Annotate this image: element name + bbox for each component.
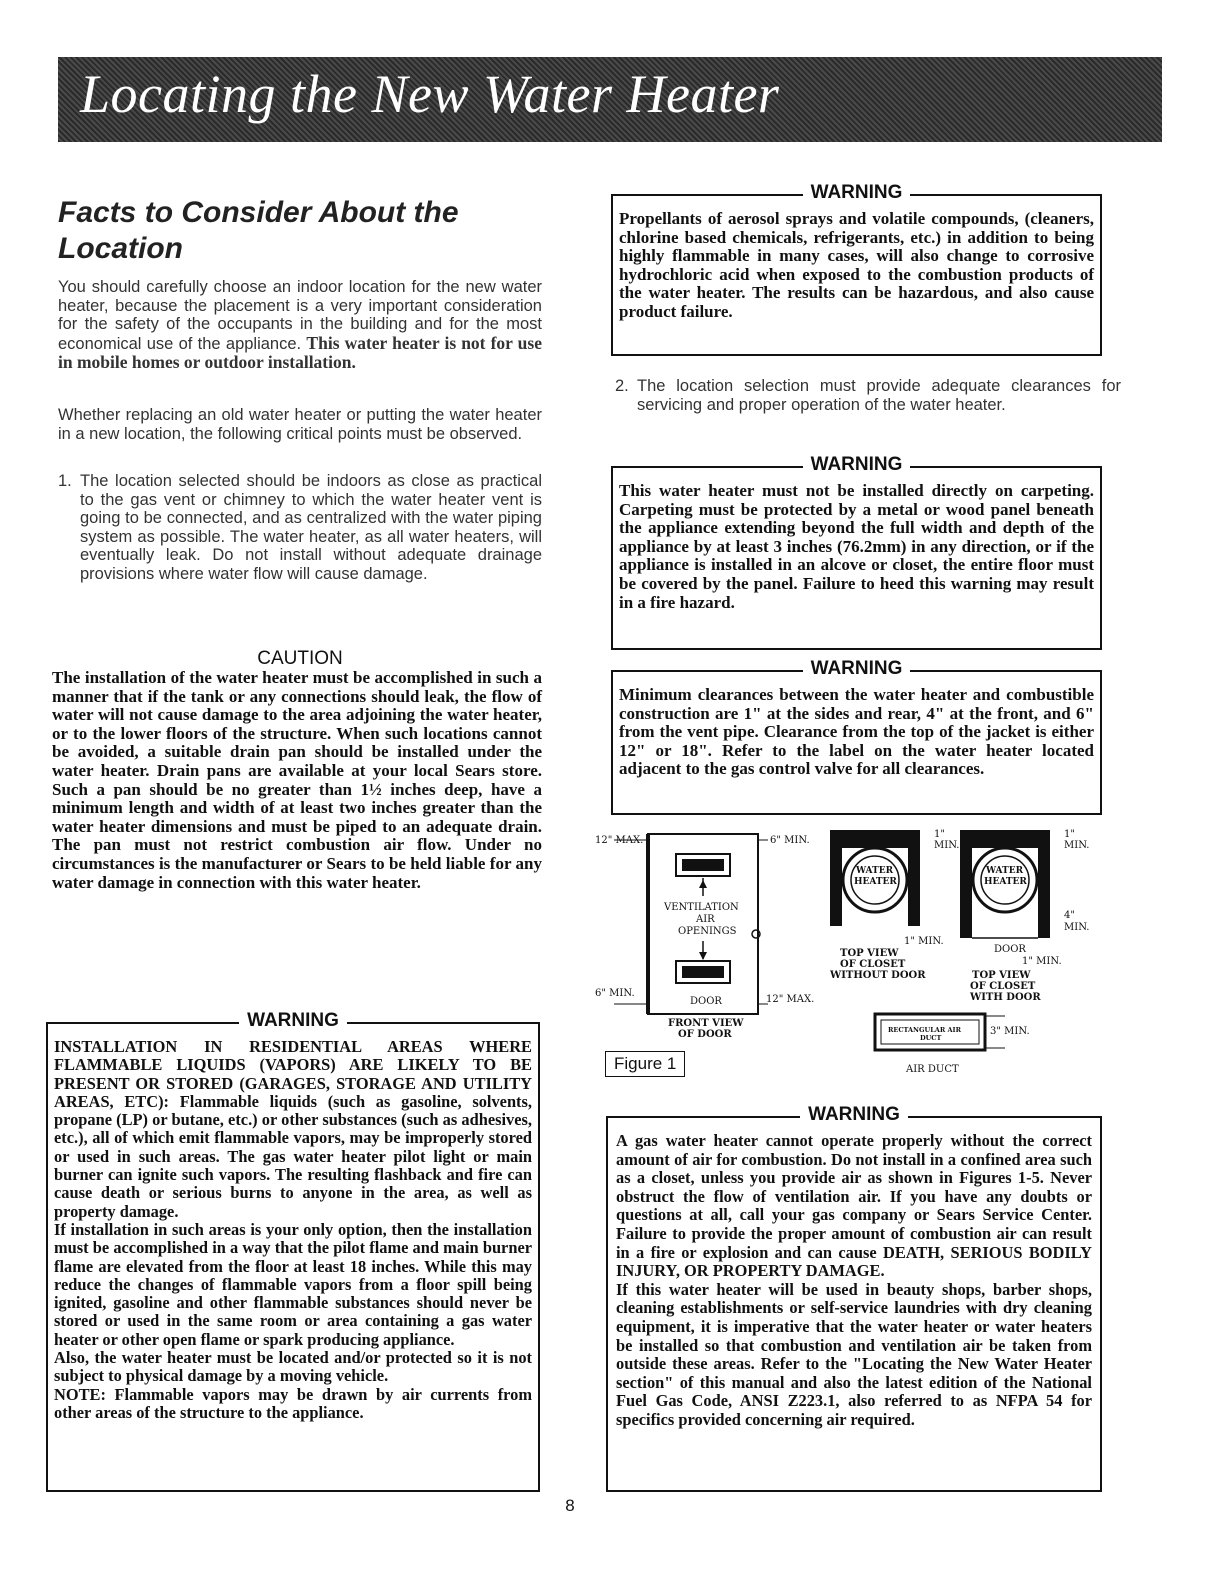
top-view-label-1: TOP VIEW <box>840 948 899 959</box>
list-item-1-number: 1. <box>58 472 72 490</box>
with-door-label: WITH DOOR <box>970 992 1041 1003</box>
closet-top-wall <box>960 830 1050 848</box>
dim-12-max-top: 12" MAX. <box>595 835 644 846</box>
closet-right-wall <box>1038 830 1050 938</box>
list-item-1 <box>58 472 542 583</box>
caution-block <box>52 669 542 892</box>
warning-body <box>619 686 1094 779</box>
warning-text-1: A gas water heater cannot operate properly without the correct amount of air for combustion. Do not install in a confined area such as a closet, unless you provide air as shown in Figures 1-5. Never obstruct the flow of ventilation air. If you have any doubts or questions at all, call your gas company or Sears Service Center. Failure to provide the proper amount of combustion air can result in a fire or explosion and can cause DEATH, SERIOUS BODILY INJURY, OR PROPERTY DAMAGE. <box>616 1131 1092 1281</box>
intro-bold-text: This water heater is not for use in mobile homes or outdoor installation. <box>58 332 542 372</box>
paragraph-2-text: Whether replacing an old water heater or putting the water heater in a new location, the following critical points must be observed. <box>58 406 542 443</box>
warning-box-clearances <box>611 658 1102 815</box>
warning-text-2: If this water heater will be used in beauty shops, barber shops, cleaning establishments or self-service laundries with dry cleaning equipment, it is imperative that the water heater or water heaters be installed so that combustion and ventilation air be taken from outside these areas. Refer to the "Locating the New Water Heater section" of this manual and also the latest edition of the National Fuel Gas Code, ANSI Z223.1, also referred to as NFPA 54 for specifics provided concerning air required. <box>616 1279 1092 1429</box>
of-closet-label-1: OF CLOSET <box>840 959 906 970</box>
air-duct-label: AIR DUCT <box>906 1064 959 1075</box>
heater-label-1: HEATER <box>854 877 897 887</box>
figure-caption <box>605 1051 685 1077</box>
dim-1-side: 1" <box>934 829 945 840</box>
section-heading: Facts to Consider About the Location <box>58 196 459 265</box>
upper-vent-grille-fill <box>682 859 724 871</box>
rect-duct-label-1: RECTANGULAR AIR <box>888 1026 961 1034</box>
warning-text: Minimum clearances between the water heater and combustible construction are 1" at the sides and rear, 4" at the front, and 6" from the vent pipe. Clearance from the top of the jacket is either 12" or 18". Refer to the label on the water heater located adjacent to the gas control valve for all clearances. <box>619 685 1094 779</box>
dim-1-side-2: 1" <box>1064 829 1075 840</box>
upper-arrow-head <box>699 880 707 888</box>
dim-min-front-2: MIN. <box>1064 922 1090 933</box>
rect-duct-label-2: DUCT <box>920 1034 942 1042</box>
of-closet-label-2: OF CLOSET <box>970 981 1036 992</box>
dim-12-max-bottom: 12" MAX. <box>766 994 815 1005</box>
closet-right-wall <box>908 830 920 926</box>
warning-body <box>619 482 1094 612</box>
dim-min-side-2: MIN. <box>1064 840 1090 851</box>
warning-text-2: If installation in such areas is your only option, then the installation must be accomplished in a way that the pilot flame and main burner flame are elevated from the floor at least 18 inches. While this may reduce the changes of flammable vapors from a floor spill being ignited, gasoline and other flammable substances should never be stored or used in the same room or area containing a gas water heater or other open flame or spark producing appliance. <box>54 1219 532 1349</box>
dim-1-min-front: 1" MIN. <box>904 936 944 947</box>
warning-body <box>619 210 1094 322</box>
warning-text: This water heater must not be installed directly on carpeting. Carpeting must be protected by a metal or wood panel beneath the appliance extending beyond the full width and depth of the appliance by at least 3 inches (76.2mm) in any direction, or if the appliance is installed in an alcove or closet, the entire floor must be covered by the panel. Failure to heed this warning may result in a fire hazard. <box>619 481 1094 612</box>
warning-box-carpet <box>611 454 1102 650</box>
lower-arrow-head <box>699 952 707 960</box>
dim-min-side: MIN. <box>934 840 960 851</box>
list-item-2 <box>615 377 1121 414</box>
warning-text-4: NOTE: Flammable vapors may be drawn by air currents from other areas of the structure to the appliance. <box>54 1384 532 1422</box>
dim-1-min-door: 1" MIN. <box>1022 956 1062 967</box>
warning-header <box>48 1010 538 1032</box>
vent-label-3: OPENINGS <box>678 926 737 937</box>
warning-label: WARNING <box>800 1104 908 1126</box>
page-number: 8 <box>565 1496 575 1515</box>
warning-body <box>54 1038 532 1422</box>
title-banner <box>58 57 1162 142</box>
warning-label: WARNING <box>803 182 911 204</box>
water-label-2: WATER <box>986 866 1024 876</box>
of-door-label: OF DOOR <box>678 1029 732 1040</box>
warning-text-3: Also, the water heater must be located and/or protected so it is not subject to physical damage by a moving vehicle. <box>54 1348 532 1386</box>
front-view-label: FRONT VIEW <box>668 1018 744 1029</box>
closet-left-wall <box>830 830 842 926</box>
warning-box-flammable <box>46 1010 540 1492</box>
warning-box-combustion-air <box>606 1104 1102 1492</box>
warning-header <box>608 1104 1100 1126</box>
warning-text-1: INSTALLATION IN RESIDENTIAL AREAS WHERE FLAMMABLE LIQUIDS (VAPORS) ARE LIKELY TO BE PRESENT OR STORED (GARAGES, STORAGE AND UTILITY AREAS, ETC): Flammable liquids (such as gasoline, solvents, propane (LP) or butane, etc.) or other substances (such as adhesives, etc.), all of which emit flammable vapors, may be improperly stored or used in such areas. The gas water heater pilot light or main burner can ignite such vapors. The resulting flashback and fire can cause death or serious burns to anyone in the area, as well as property damage. <box>54 1037 532 1221</box>
warning-label: WARNING <box>803 454 911 476</box>
page-title: Locating the New Water Heater <box>80 64 780 124</box>
figure-caption-text: Figure 1 <box>614 1054 677 1073</box>
warning-header <box>613 182 1100 204</box>
list-item-2-text: The location selection must provide adequate clearances for servicing and proper operation of the water heater. <box>637 377 1121 414</box>
vent-label-2: AIR <box>696 914 715 925</box>
dim-6-min-top: 6" MIN. <box>770 835 810 846</box>
lower-vent-grille-fill <box>682 966 724 978</box>
figure-1 <box>590 826 1110 1106</box>
door-label: DOOR <box>690 996 722 1007</box>
list-item-1-text: The location selected should be indoors as close as practical to the gas vent or chimney to which the water heater vent is going to be connected, and as centralized with the water piping system as possible. The water heater, as all water heaters, will eventually leak. Do not install without adequate drainage provisions where water flow will cause damage. <box>80 472 542 583</box>
warning-text: Propellants of aerosol sprays and volatile compounds, (cleaners, chlorine based chemicals, refrigerants, etc.) in addition to being highly flammable in many cases, will also change to corrosive hydrochloric acid when exposed to the combustion products of the water heater. The results can be hazardous, and also cause product failure. <box>619 209 1094 321</box>
dim-3-min: 3" MIN. <box>990 1026 1030 1037</box>
caution-title: CAUTION <box>257 648 343 669</box>
closet-top-wall <box>830 830 920 848</box>
list-item-2-number: 2. <box>615 377 629 395</box>
dim-6-min-bottom: 6" MIN. <box>595 988 635 999</box>
warning-label: WARNING <box>803 658 911 680</box>
dim-4-front: 4" <box>1064 910 1075 921</box>
door-label-2: DOOR <box>994 944 1026 955</box>
vent-label-1: VENTILATION <box>664 902 739 913</box>
water-label-1: WATER <box>856 866 894 876</box>
top-view-label-2: TOP VIEW <box>972 970 1031 981</box>
warning-header <box>613 658 1100 680</box>
warning-header <box>613 454 1100 476</box>
warning-label: WARNING <box>239 1010 347 1032</box>
intro-paragraph <box>58 278 542 373</box>
paragraph-2 <box>58 406 542 443</box>
heater-label-2: HEATER <box>984 877 1027 887</box>
caution-text: The installation of the water heater must be accomplished in such a manner that if the tank or any connections should leak, the flow of water will not cause damage to the area adjoining the water heater, or to the lower floors of the structure. When such locations cannot be avoided, a suitable drain pan should be installed under the water heater. Drain pans are available at your local Sears store. Such a pan should be no greater than 1½ inches deep, have a minimum length and width of at least two inches greater than the water heater dimensions and must be piped to an adequate drain. The pan must not restrict combustion air flow. Under no circumstances is the manufacturer or Sears to be held liable for any water damage in connection with this water heater. <box>52 668 542 892</box>
intro-text: You should carefully choose an indoor location for the new water heater, because the placement is a very important consideration for the safety of the occupants in the building and for the most economical use of the appliance. <box>58 278 542 353</box>
without-door-label: WITHOUT DOOR <box>830 970 926 981</box>
closet-left-wall <box>960 830 972 938</box>
warning-body <box>616 1132 1092 1430</box>
warning-box-aerosol <box>611 182 1102 356</box>
